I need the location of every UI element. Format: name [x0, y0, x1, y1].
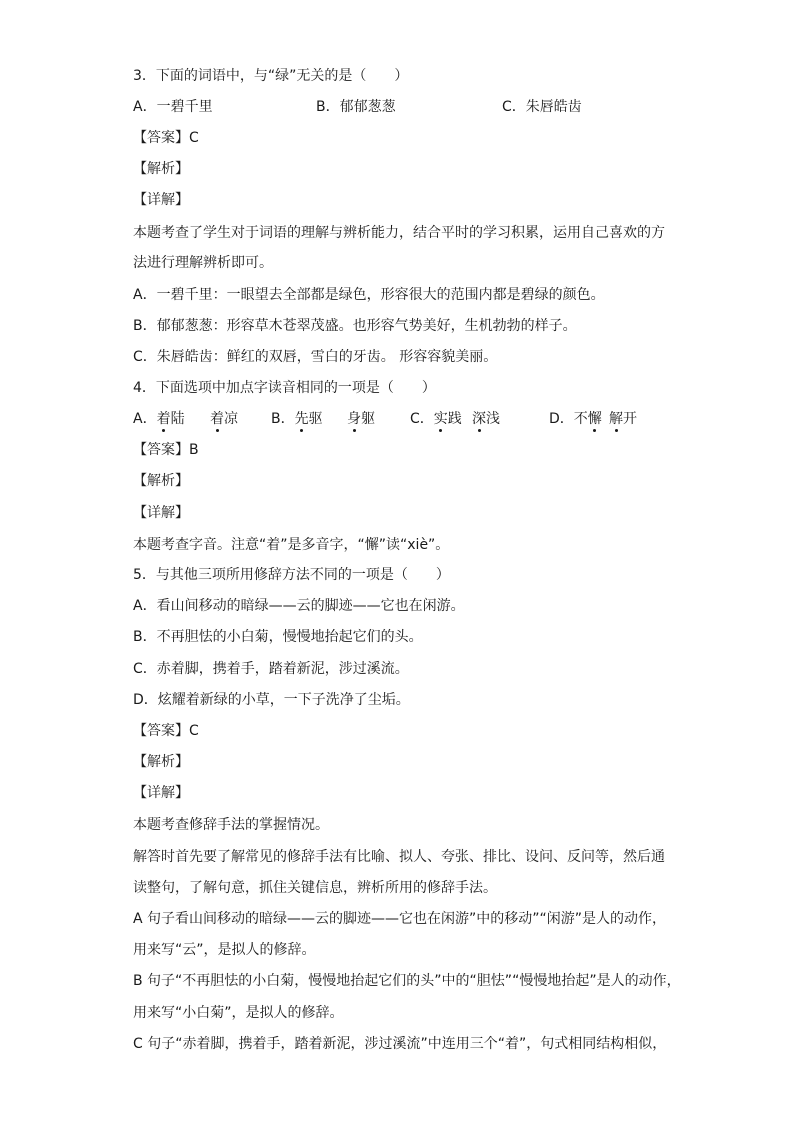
dotted-char: 先 — [294, 411, 309, 427]
q5-detail-label: 【详解】 — [133, 785, 189, 801]
dotted-char: 解 — [609, 411, 623, 427]
dotted-char: 着 — [210, 411, 224, 427]
word-char: 不 — [573, 411, 588, 427]
q4-option-c-word2 — [472, 409, 500, 429]
word-char: 开 — [623, 411, 637, 427]
q5-option-c: C．赤着脚，携着手，踏着新泥，涉过溪流。 — [133, 661, 409, 677]
q5-option-b: B．不再胆怯的小白菊，慢慢地抬起它们的头。 — [133, 629, 423, 645]
q4-option-d — [549, 409, 602, 429]
q3-detail-label: 【详解】 — [133, 192, 189, 208]
q4-analysis-label: 【解析】 — [133, 473, 189, 489]
q5-detail-line: B 句子“不再胆怯的小白菊，慢慢地抬起它们的头”中的“胆怯”“慢慢地抬起”是人的动作， — [133, 973, 681, 989]
q4-detail-line: 本题考查字音。注意“着”是多音字，“懈”读“xiè”。 — [133, 537, 450, 553]
q3-option-b: B．郁郁葱葱 — [316, 99, 396, 115]
option-label: A． — [133, 411, 157, 427]
q4-option-c — [410, 409, 462, 429]
q3-detail-line: B．郁郁葱葱：形容草木苍翠茂盛。也形容气势美好，生机勃勃的样子。 — [133, 318, 577, 334]
q4-answer: 【答案】B — [133, 442, 199, 458]
word-char: 陆 — [170, 411, 185, 427]
q5-detail-line: 本题考查修辞手法的掌握情况。 — [133, 817, 329, 833]
q4-detail-label: 【详解】 — [133, 505, 189, 521]
q3-analysis-label: 【解析】 — [133, 161, 189, 177]
dotted-char: 着 — [156, 411, 171, 427]
q4-option-b-word2 — [347, 409, 375, 429]
q3-answer: 【答案】C — [133, 130, 199, 146]
q5-detail-line: 解答时首先要了解常见的修辞手法有比喻、拟人、夸张、排比、设问、反问等，然后通 — [133, 849, 665, 865]
dotted-char: 实 — [433, 411, 448, 427]
option-label: B． — [271, 411, 295, 427]
dotted-char: 身 — [347, 411, 361, 427]
q4-stem: 4．下面选项中加点字读音相同的一项是（ ） — [133, 380, 436, 396]
q4-option-d-word2 — [609, 409, 637, 429]
q3-detail-line: C．朱唇皓齿：鲜红的双唇，雪白的牙齿。 形容容貌美丽。 — [133, 349, 498, 365]
option-label: C． — [410, 411, 434, 427]
dotted-char: 深 — [472, 411, 486, 427]
q5-detail-line: 读整句，了解句意，抓住关键信息，辨析所用的修辞手法。 — [133, 880, 497, 896]
q5-detail-line: A 句子看山间移动的暗绿——云的脚迹——它也在闲游”中的移动”“闲游”是人的动作， — [133, 911, 667, 927]
word-char: 凉 — [224, 411, 238, 427]
q3-detail-line: 本题考查了学生对于词语的理解与辨析能力，结合平时的学习积累，运用自己喜欢的方 — [133, 225, 665, 241]
q4-option-a-word2 — [210, 409, 238, 429]
word-char: 践 — [447, 411, 462, 427]
q4-option-a — [133, 409, 185, 429]
q4-option-b — [271, 409, 323, 429]
word-char: 驱 — [308, 411, 323, 427]
q3-detail-line: A．一碧千里：一眼望去全部都是绿色，形容很大的范围内都是碧绿的颜色。 — [133, 287, 605, 303]
q5-stem: 5．与其他三项所用修辞方法不同的一项是（ ） — [133, 567, 450, 583]
q5-detail-line: 用来写“小白菊”，是拟人的修辞。 — [133, 1005, 344, 1021]
q5-option-a: A．看山间移动的暗绿——云的脚迹——它也在闲游。 — [133, 598, 465, 614]
q3-detail-line: 法进行理解辨析即可。 — [133, 255, 273, 271]
q5-analysis-label: 【解析】 — [133, 754, 189, 770]
option-label: D． — [549, 411, 574, 427]
q5-option-d: D．炫耀着新绿的小草，一下子洗净了尘垢。 — [133, 692, 410, 708]
q3-stem: 3．下面的词语中，与“绿”无关的是（ ） — [133, 68, 409, 84]
word-char: 浅 — [486, 411, 500, 427]
word-char: 躯 — [361, 411, 375, 427]
dotted-char: 懈 — [587, 411, 602, 427]
q3-option-a: A．一碧千里 — [133, 99, 213, 115]
q3-option-c: C．朱唇皓齿 — [502, 99, 582, 115]
q5-detail-line: C 句子“赤着脚，携着手，踏着新泥，涉过溪流”中连用三个“着”，句式相同结构相似， — [133, 1036, 667, 1052]
q5-answer: 【答案】C — [133, 723, 199, 739]
q5-detail-line: 用来写“云”，是拟人的修辞。 — [133, 942, 316, 958]
